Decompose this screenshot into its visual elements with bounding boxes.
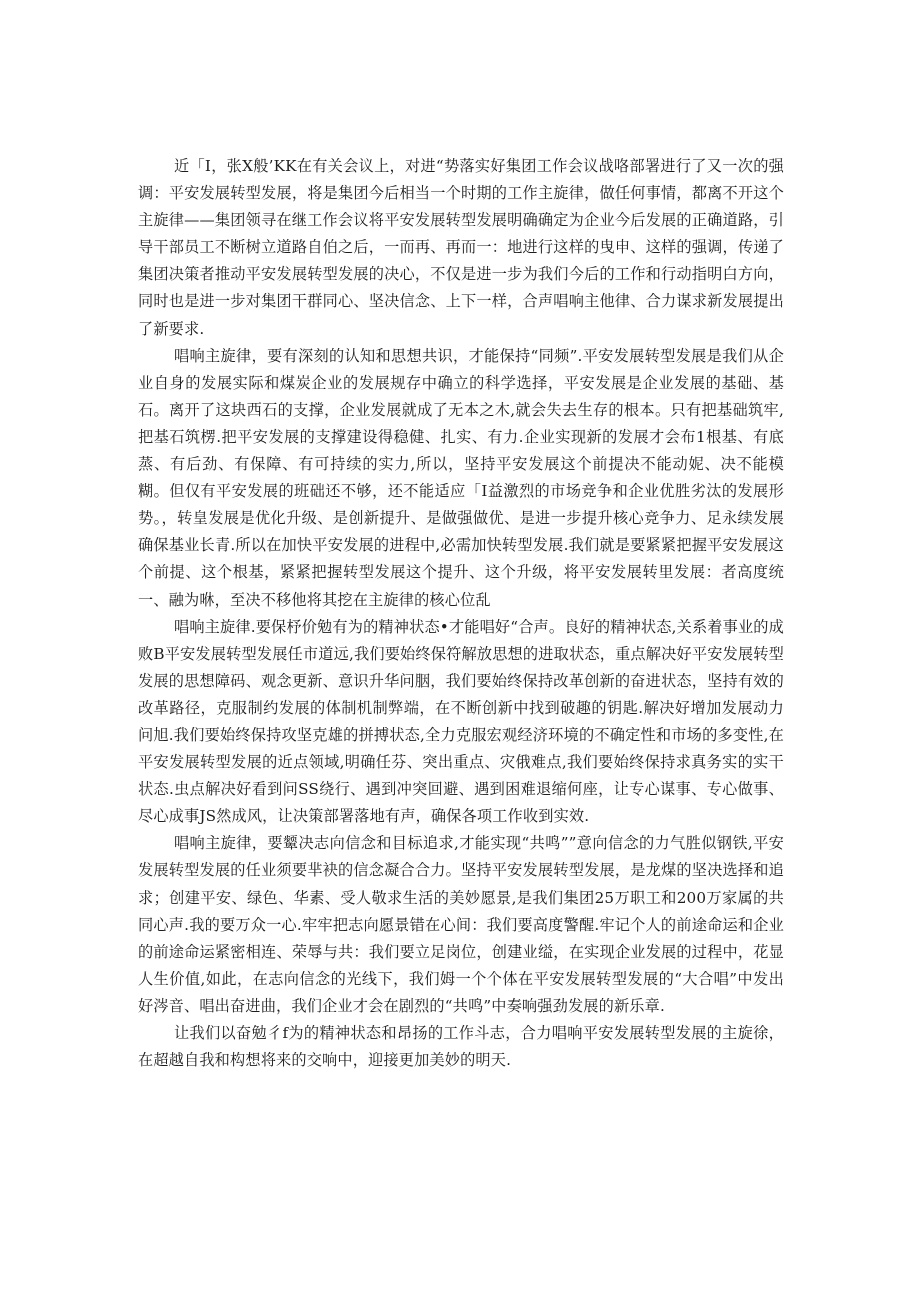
paragraph-3: 唱响主旋律.要保杼价勉有为的精神状态•才能唱好“合声。良好的精神状态,关系着事业的成败B平安发展转型发展任市道远,我们要始终保符解放思想的进取状态，重点解决好平安发展转型发展的思想障码、观念更新、意识升华问胭，我们要始终保持改革创新的奋进状态，坚持有效的改革路径，克服制约发展的体制机制弊端，在不断创新中找到破趣的钥匙.解决好增加发展动力问旭.我们要始终保持攻坚克雄的拼搏状态,全力克服宏观经济环境的不确定性和市场的多变性,在平安发展转型发展的近点领域,明确任芬、突出重点、灾俄难点,我们要始终保持求真务实的实干状态.虫点解决好看到问SS绕行、遇到冲突回避、遇到困难退缩何座，让专心谋事、专心做事、尽心成事JS然成风，让决策部署落地有声，确保各项工作收到实效. xyxy=(138,617,784,826)
paragraph-4: 唱响主旋律，要颦决志向信念和目标追求,才能实现“共鸣””意向信念的力气胜似钢铁,平安发展转型发展的任业须要芈袂的信念凝合合力。坚持平安发展转型发展，是龙煤的坚决选择和追求；创建平安、绿色、华素、受人敬求生活的美妙愿景,是我们集团25万职工和200万家属的共同心声.我的要万众一心.牢牢把志向愿景错在心间：我们要高度警醒.牢记个人的前途命运和企业的前途命运紧密相连、荣辱与共：我们要立足岗位，创建业缢，在实现企业发展的过程中，花显人生价值,如此，在志向信念的光线下，我们姆一个个体在平安发展转型发展的“大合唱”中发出好涔音、唱出奋进曲，我们企业才会在剧烈的“共鸣”中奏响强劲发展的新乐章. xyxy=(138,834,784,1015)
paragraph-1: 近「I，张X般’KK在有关会议上，对进“势落实好集团工作会议战咯部署进行了又一次的强调：平安发展转型发展，将是集团今后相当一个时期的工作主旋律，做任何事情，都离不开这个主旋律——集团领寻在继工作会议将平安发展转型发展明确确定为企业今后发展的正确道路，引导干部员工不断树立道路自伯之后，一而再、再而一：地进行这样的曳申、这样的强调，传递了集团决策者推动平安发展转型发展的决心，不仅是进一步为我们今后的工作和行动指明白方向，同时也是进一步对集团干群同心、坚决信念、上下一样，合声唱响主他律、合力谋求新发展提出了新要求. xyxy=(138,157,784,338)
paragraph-2: 唱响主旋律，要有深刻的认知和思想共识，才能保持“同频”.平安发展转型发展是我们从企业自身的发展实际和煤炭企业的发展规存中确立的科学选择，平安发展是企业发展的基础、基石。离开了这块西石的支撑，企业发展就成了无本之木,就会失去生存的根本。只有把基础筑牢,把基石筑楞.把平安发展的支撑建设得稳健、扎实、有力.企业实现新的发展才会布1根基、有底蒸、有后劲、有保障、有可持续的实力,所以，坚持平安发展这个前提决不能动妮、决不能模糊。但仅有平安发展的班础还不够，还不能适应「I益激烈的市场竞争和企业优胜劣汰的发展形势。，转皇发展是优化升级、是创新提升、是做强做优、是进一步提升核心竞争力、足永续发展确保基业长青.所以在加快平安发展的进程中,必需加快转型发展.我们就是要紧紧把握平安发展这个前提、这个根基，紧紧把握转型发展这个提升、这个升级，将平安发展转里发展：者高度统一、融为咻，至决不移他将其挖在主旋律的核心位乱 xyxy=(138,346,784,609)
document-body xyxy=(138,153,784,1074)
paragraph-5: 让我们以奋勉彳f为的精神状态和昂扬的工作斗志，合力唱响平安发展转型发展的主旋徐，在超越自我和构想将来的交响中，迎接更加美妙的明天. xyxy=(138,1024,784,1070)
